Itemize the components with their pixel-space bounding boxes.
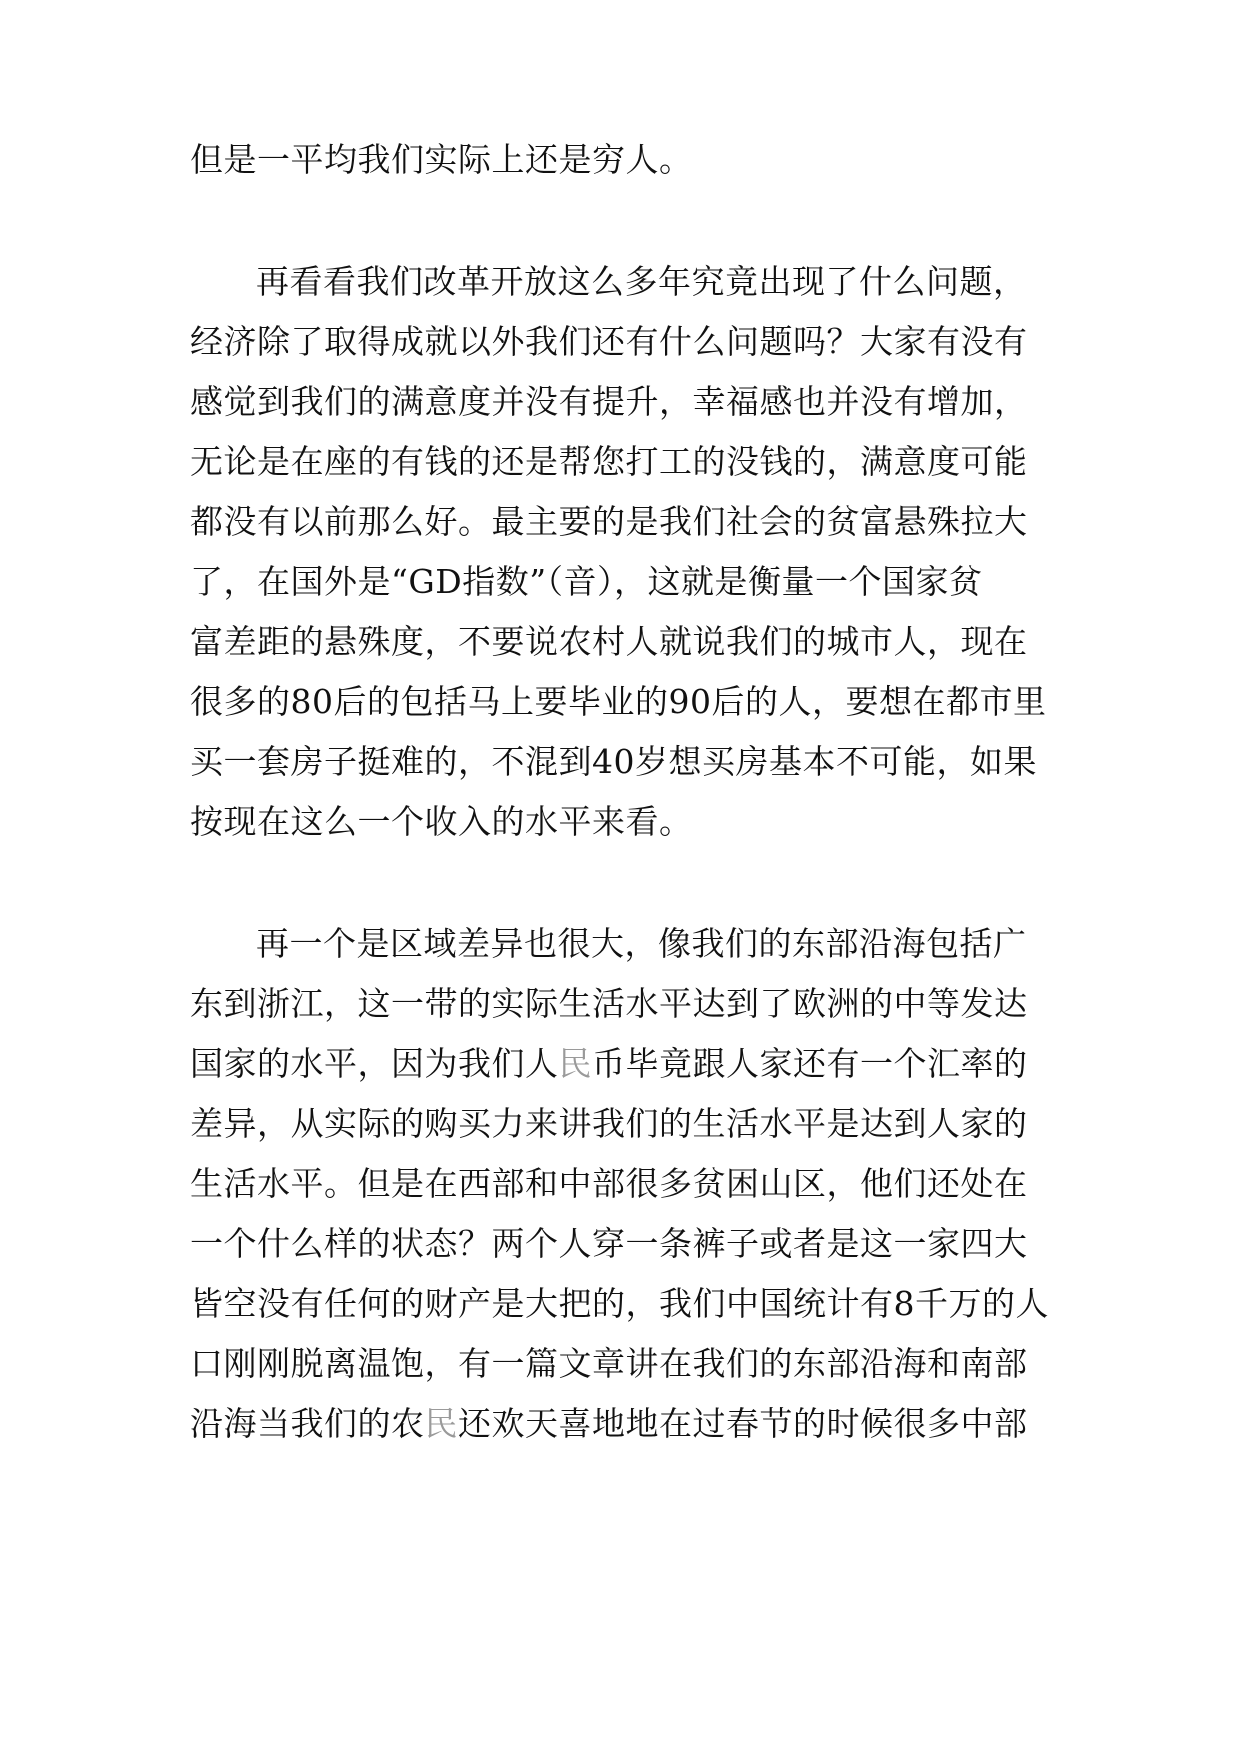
paragraph-2-line-7: 富差距的悬殊度，不要说农村人就说我们的城市人，现在	[190, 622, 1028, 661]
paragraph-3-line-6: 一个什么样的状态？两个人穿一条裤子或者是这一家四大	[190, 1224, 1028, 1263]
paragraph-1-line-1: 但是一平均我们实际上还是穷人。	[190, 140, 693, 179]
paragraph-2-line-8: 很多的80后的包括马上要毕业的90后的人，要想在都市里	[190, 682, 1047, 721]
paragraph-2-line-1: 再看看我们改革开放这么多年究竟出现了什么问题，	[256, 262, 1027, 301]
paragraph-3-line-9-part-a: 沿海当我们的农	[190, 1404, 425, 1443]
paragraph-2-line-10: 按现在这么一个收入的水平来看。	[190, 802, 693, 841]
paragraph-3-line-2: 东到浙江，这一带的实际生活水平达到了欧洲的中等发达	[190, 984, 1028, 1023]
paragraph-3-line-3-faded-char: 民	[558, 1044, 592, 1083]
paragraph-3-line-1: 再一个是区域差异也很大，像我们的东部沿海包括广	[256, 924, 1027, 963]
paragraph-3-line-9-part-c: 还欢天喜地地在过春节的时候很多中部	[458, 1404, 1028, 1443]
paragraph-3-line-3-part-a: 国家的水平，因为我们人	[190, 1044, 559, 1083]
paragraph-2-line-2: 经济除了取得成就以外我们还有什么问题吗？大家有没有	[190, 322, 1028, 361]
paragraph-3-line-3-part-c: 币毕竟跟人家还有一个汇率的	[592, 1044, 1028, 1083]
paragraph-3-line-5: 生活水平。但是在西部和中部很多贫困山区，他们还处在	[190, 1164, 1028, 1203]
paragraph-2-line-3: 感觉到我们的满意度并没有提升，幸福感也并没有增加，	[190, 382, 1028, 421]
paragraph-2-line-9: 买一套房子挺难的，不混到40岁想买房基本不可能，如果	[190, 742, 1037, 781]
paragraph-3-line-3	[190, 1032, 1028, 1096]
paragraph-2-line-4: 无论是在座的有钱的还是帮您打工的没钱的，满意度可能	[190, 442, 1028, 481]
paragraph-2-line-6: 了，在国外是“GD指数”（音），这就是衡量一个国家贫	[190, 562, 983, 601]
paragraph-3-line-4: 差异，从实际的购买力来讲我们的生活水平是达到人家的	[190, 1104, 1028, 1143]
paragraph-3-line-8: 口刚刚脱离温饱，有一篇文章讲在我们的东部沿海和南部	[190, 1344, 1028, 1383]
paragraph-2-line-5: 都没有以前那么好。最主要的是我们社会的贫富悬殊拉大	[190, 502, 1028, 541]
paragraph-3-line-9	[190, 1392, 1028, 1456]
paragraph-3-line-9-faded-char: 民	[424, 1404, 458, 1443]
paragraph-3-line-7: 皆空没有任何的财产是大把的，我们中国统计有8千万的人	[190, 1284, 1049, 1323]
